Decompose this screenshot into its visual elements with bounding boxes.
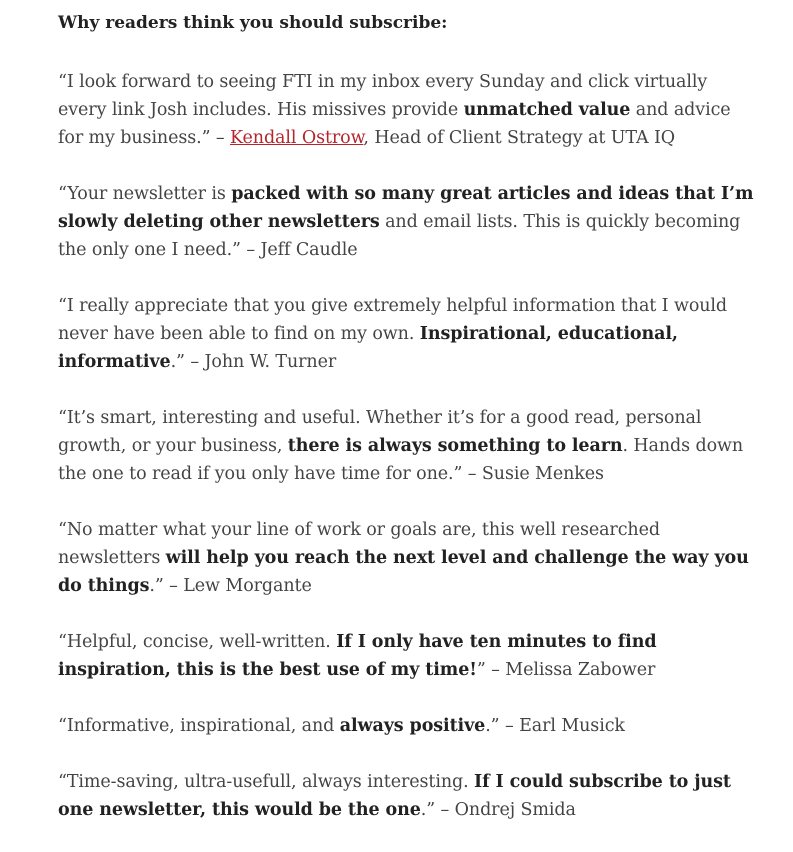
quote-text: “I really appreciate that you give extremely helpful information that I would never have been able to find on my own. [58, 296, 728, 344]
quote-highlight: unmatched value [463, 100, 631, 120]
quote-text: “No matter what your line of work or goals are, this well researched newsletters [58, 520, 660, 568]
quote-highlight: there is always something to learn [287, 436, 623, 456]
testimonial-susie-menkes [58, 404, 758, 488]
quote-text: .” – Earl Musick [485, 716, 625, 736]
testimonial-kendall-ostrow [58, 68, 758, 152]
testimonials-section [58, 12, 758, 852]
quote-highlight: If I could subscribe to just one newsletter, this would be the one [58, 772, 731, 820]
quote-text: ” – Melissa Zabower [476, 660, 656, 680]
quote-highlight: If I only have ten minutes to find inspiration, this is the best use of my time! [58, 632, 657, 680]
quote-text: “Informative, inspirational, and [58, 716, 340, 736]
quote-text: .” – Ondrej Smida [420, 800, 576, 820]
testimonial-john-turner [58, 292, 758, 376]
section-heading: Why readers think you should subscribe: [58, 13, 448, 33]
testimonial-lew-morgante [58, 516, 758, 600]
quote-text: and advice for my business.” – [58, 100, 731, 148]
testimonial-earl-musick [58, 712, 758, 740]
quote-text: “Time-saving, ultra-usefull, always interesting. [58, 772, 475, 792]
quote-text: .” – John W. Turner [170, 352, 337, 372]
quote-text: “I look forward to seeing FTI in my inbox every Sunday and click virtually every link Josh includes. His missives provide [58, 72, 708, 120]
author-link-kendall-ostrow[interactable]: Kendall Ostrow [230, 128, 364, 148]
quote-text: . Hands down the one to read if you only have time for one.” – Susie Menkes [58, 436, 744, 484]
quote-highlight: packed with so many great articles and ideas that I’m slowly deleting other newsletters [58, 184, 754, 232]
quote-text: “It’s smart, interesting and useful. Whether it’s for a good read, personal growth, or your business, [58, 408, 702, 456]
quote-text: “Helpful, concise, well-written. [58, 632, 337, 652]
author-title: , Head of Client Strategy at UTA IQ [363, 128, 676, 148]
quote-highlight: Inspirational, educational, informative [58, 324, 678, 372]
quote-highlight: will help you reach the next level and challenge the way you do things [58, 548, 749, 596]
testimonial-ondrej-smida [58, 768, 758, 824]
quote-text: and email lists. This is quickly becoming the only one I need.” – Jeff Caudle [58, 212, 741, 260]
quote-highlight: always positive [339, 716, 486, 736]
quote-text: .” – Lew Morgante [149, 576, 312, 596]
testimonial-melissa-zabower [58, 628, 758, 684]
testimonial-jeff-caudle [58, 180, 758, 264]
quote-text: “Your newsletter is [58, 184, 232, 204]
